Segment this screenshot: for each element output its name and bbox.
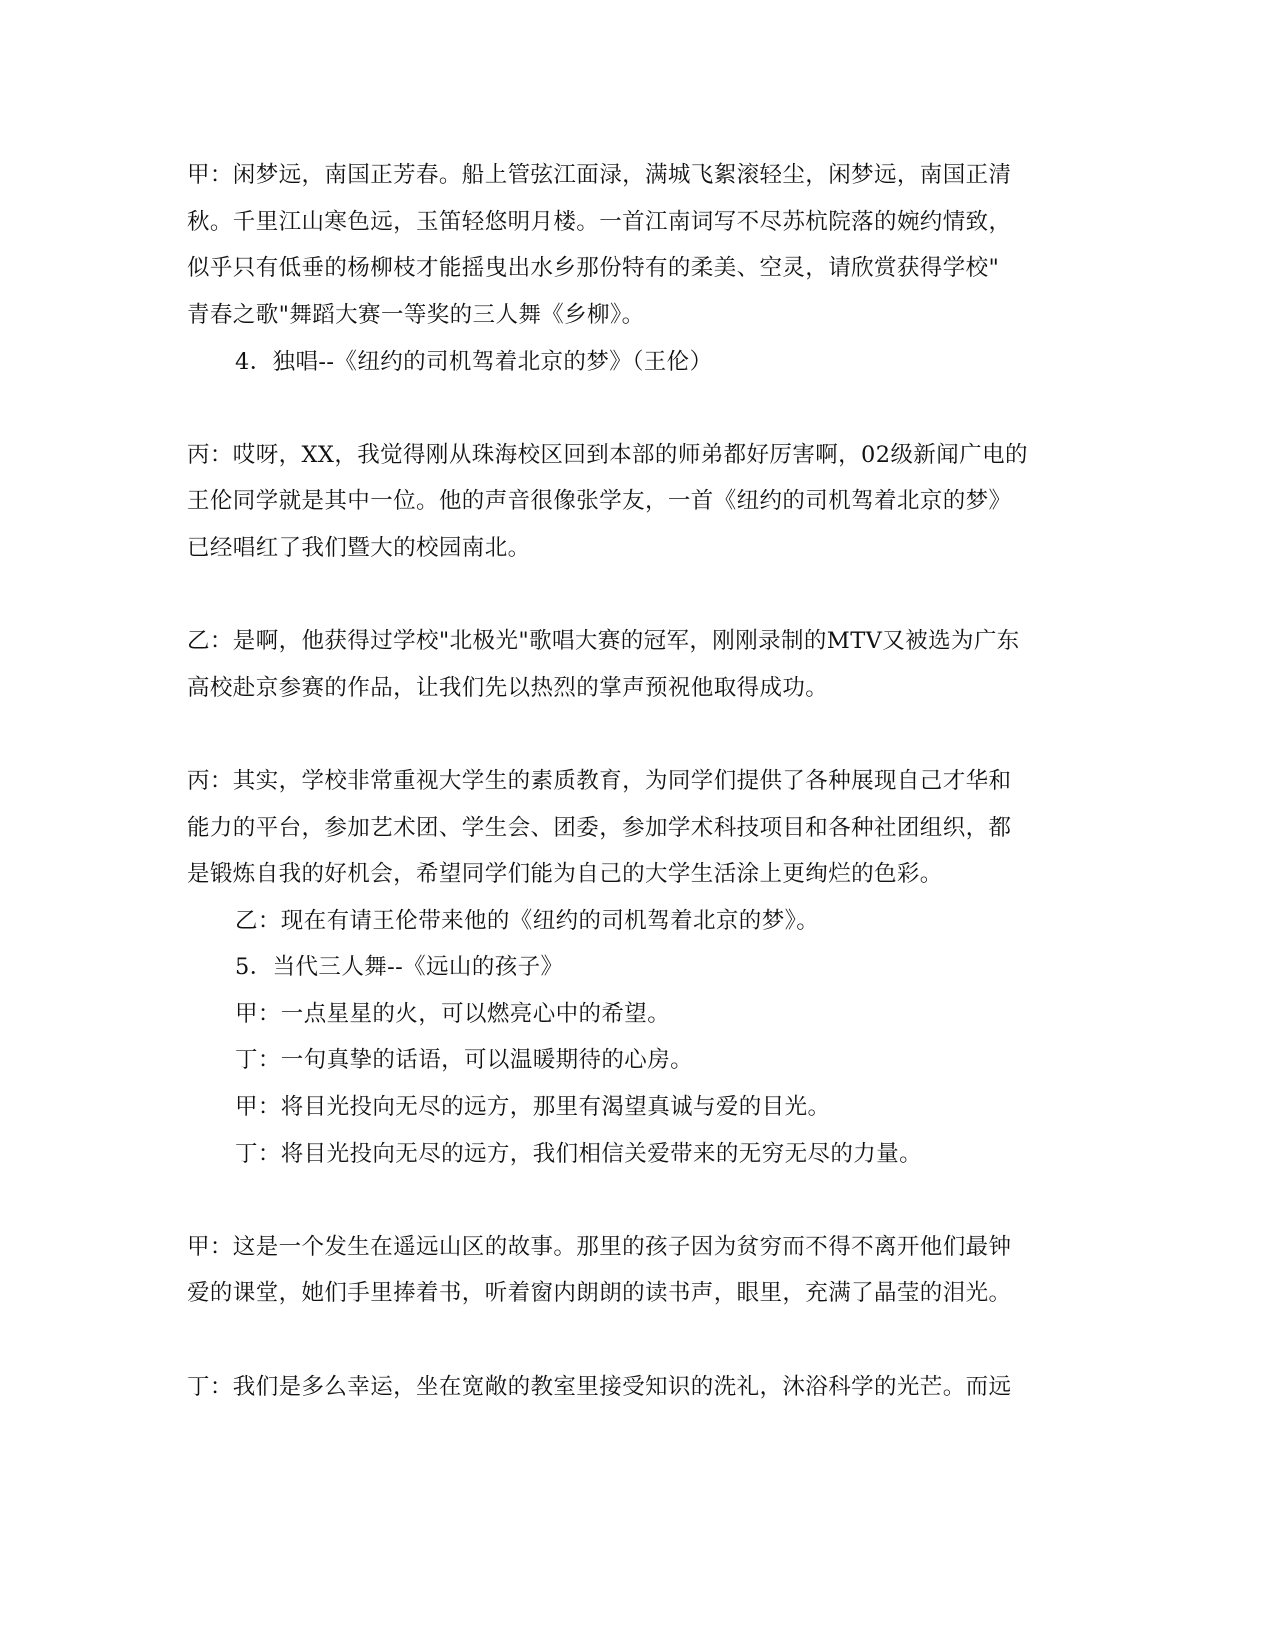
- text-line: 王伦同学就是其中一位。他的声音很像张学友，一首《纽约的司机驾着北京的梦》: [187, 488, 1012, 514]
- text-line: 乙：现在有请王伦带来他的《纽约的司机驾着北京的梦》。: [235, 908, 820, 934]
- text-line: 甲：将目光投向无尽的远方，那里有渴望真诚与爱的目光。: [235, 1094, 831, 1120]
- text-line: 是锻炼自我的好机会，希望同学们能为自己的大学生活涂上更绚烂的色彩。: [187, 861, 943, 887]
- section-heading: 5．当代三人舞--《远山的孩子》: [235, 954, 564, 980]
- text-line: 丙：其实，学校非常重视大学生的素质教育，为同学们提供了各种展现自己才华和: [187, 768, 1012, 794]
- text-line: 丁：将目光投向无尽的远方，我们相信关爱带来的无穷无尽的力量。: [235, 1141, 923, 1167]
- text-line: 已经唱红了我们暨大的校园南北。: [187, 535, 531, 561]
- text-line: 能力的平台，参加艺术团、学生会、团委，参加学术科技项目和各种社团组织，都: [187, 815, 1012, 841]
- text-line: 丁：一句真挚的话语，可以温暖期待的心房。: [235, 1047, 694, 1073]
- text-line: 丁：我们是多么幸运，坐在宽敞的教室里接受知识的洗礼，沐浴科学的光芒。而远: [187, 1374, 1012, 1400]
- section-heading: 4．独唱--《纽约的司机驾着北京的梦》（王伦）: [235, 349, 713, 375]
- text-line: 秋。千里江山寒色远，玉笛轻悠明月楼。一首江南词写不尽苏杭院落的婉约情致，: [187, 209, 1012, 235]
- text-line: 爱的课堂，她们手里捧着书，听着窗内朗朗的读书声，眼里，充满了晶莹的泪光。: [187, 1280, 1012, 1306]
- text-line: 青春之歌"舞蹈大赛一等奖的三人舞《乡柳》。: [187, 302, 645, 328]
- text-line: 乙：是啊，他获得过学校"北极光"歌唱大赛的冠军，刚刚录制的MTV又被选为广东: [187, 628, 1020, 654]
- text-line: 甲：这是一个发生在遥远山区的故事。那里的孩子因为贫穷而不得不离开他们最钟: [187, 1234, 1012, 1260]
- text-line: 甲：一点星星的火，可以燃亮心中的希望。: [235, 1001, 671, 1027]
- text-line: 甲：闲梦远，南国正芳春。船上管弦江面渌，满城飞絮滚轻尘，闲梦远，南国正清: [187, 162, 1012, 188]
- text-line: 似乎只有低垂的杨柳枝才能摇曳出水乡那份特有的柔美、空灵，请欣赏获得学校": [187, 255, 1000, 281]
- text-line: 丙：哎呀，XX，我觉得刚从珠海校区回到本部的师弟都好厉害啊，02级新闻广电的: [187, 442, 1028, 468]
- text-line: 高校赴京参赛的作品，让我们先以热烈的掌声预祝他取得成功。: [187, 675, 829, 701]
